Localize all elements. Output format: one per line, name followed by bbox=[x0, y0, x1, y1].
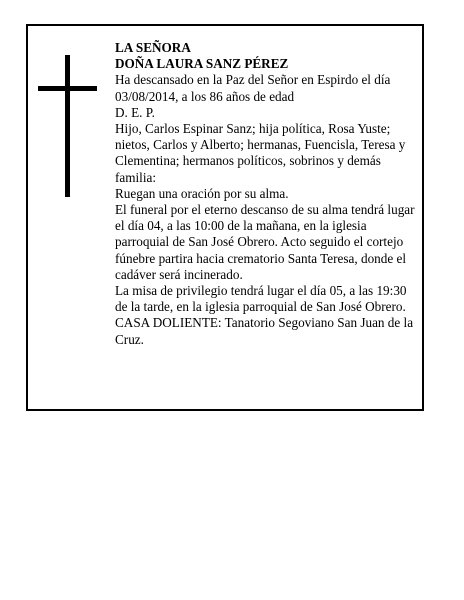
cross-vertical-bar bbox=[65, 55, 70, 197]
family-list: Hijo, Carlos Espinar Sanz; hija política, Rosa Yuste; nietos, Carlos y Alberto; hermanas, Fuencisla, Teresa y Clementina; hermanos políticos, sobrinos y demás familia: bbox=[115, 121, 406, 185]
funeral-info: El funeral por el eterno descanso de su alma tendrá lugar el día 04, a las 10:00 de la mañana, en la iglesia parroquial de San José Obrero. Acto seguido el cortejo fúnebre partira hacia crematorio Santa Teresa, donde el cadáver será incinerado. bbox=[115, 202, 415, 282]
deceased-name: DOÑA LAURA SANZ PÉREZ bbox=[115, 56, 289, 72]
house-of-mourning: CASA DOLIENTE: Tanatorio Segoviano San Juan de la Cruz. bbox=[115, 315, 414, 347]
notice-text bbox=[115, 40, 419, 348]
rip-text: D. E. P. bbox=[115, 104, 155, 120]
cross-icon bbox=[38, 55, 98, 197]
cross-horizontal-bar bbox=[38, 86, 97, 91]
mass-info: La misa de privilegio tendrá lugar el día 05, a las 19:30 de la tarde, en la iglesia parroquial de San José Obrero. bbox=[115, 283, 407, 315]
death-statement: Ha descansado en la Paz del Señor en Espirdo el día 03/08/2014, a los 86 años de edad bbox=[115, 72, 391, 104]
title-line-1: LA SEÑORA bbox=[115, 40, 191, 55]
prayer-request: Ruegan una oración por su alma. bbox=[115, 185, 289, 201]
obituary-notice bbox=[26, 24, 424, 411]
